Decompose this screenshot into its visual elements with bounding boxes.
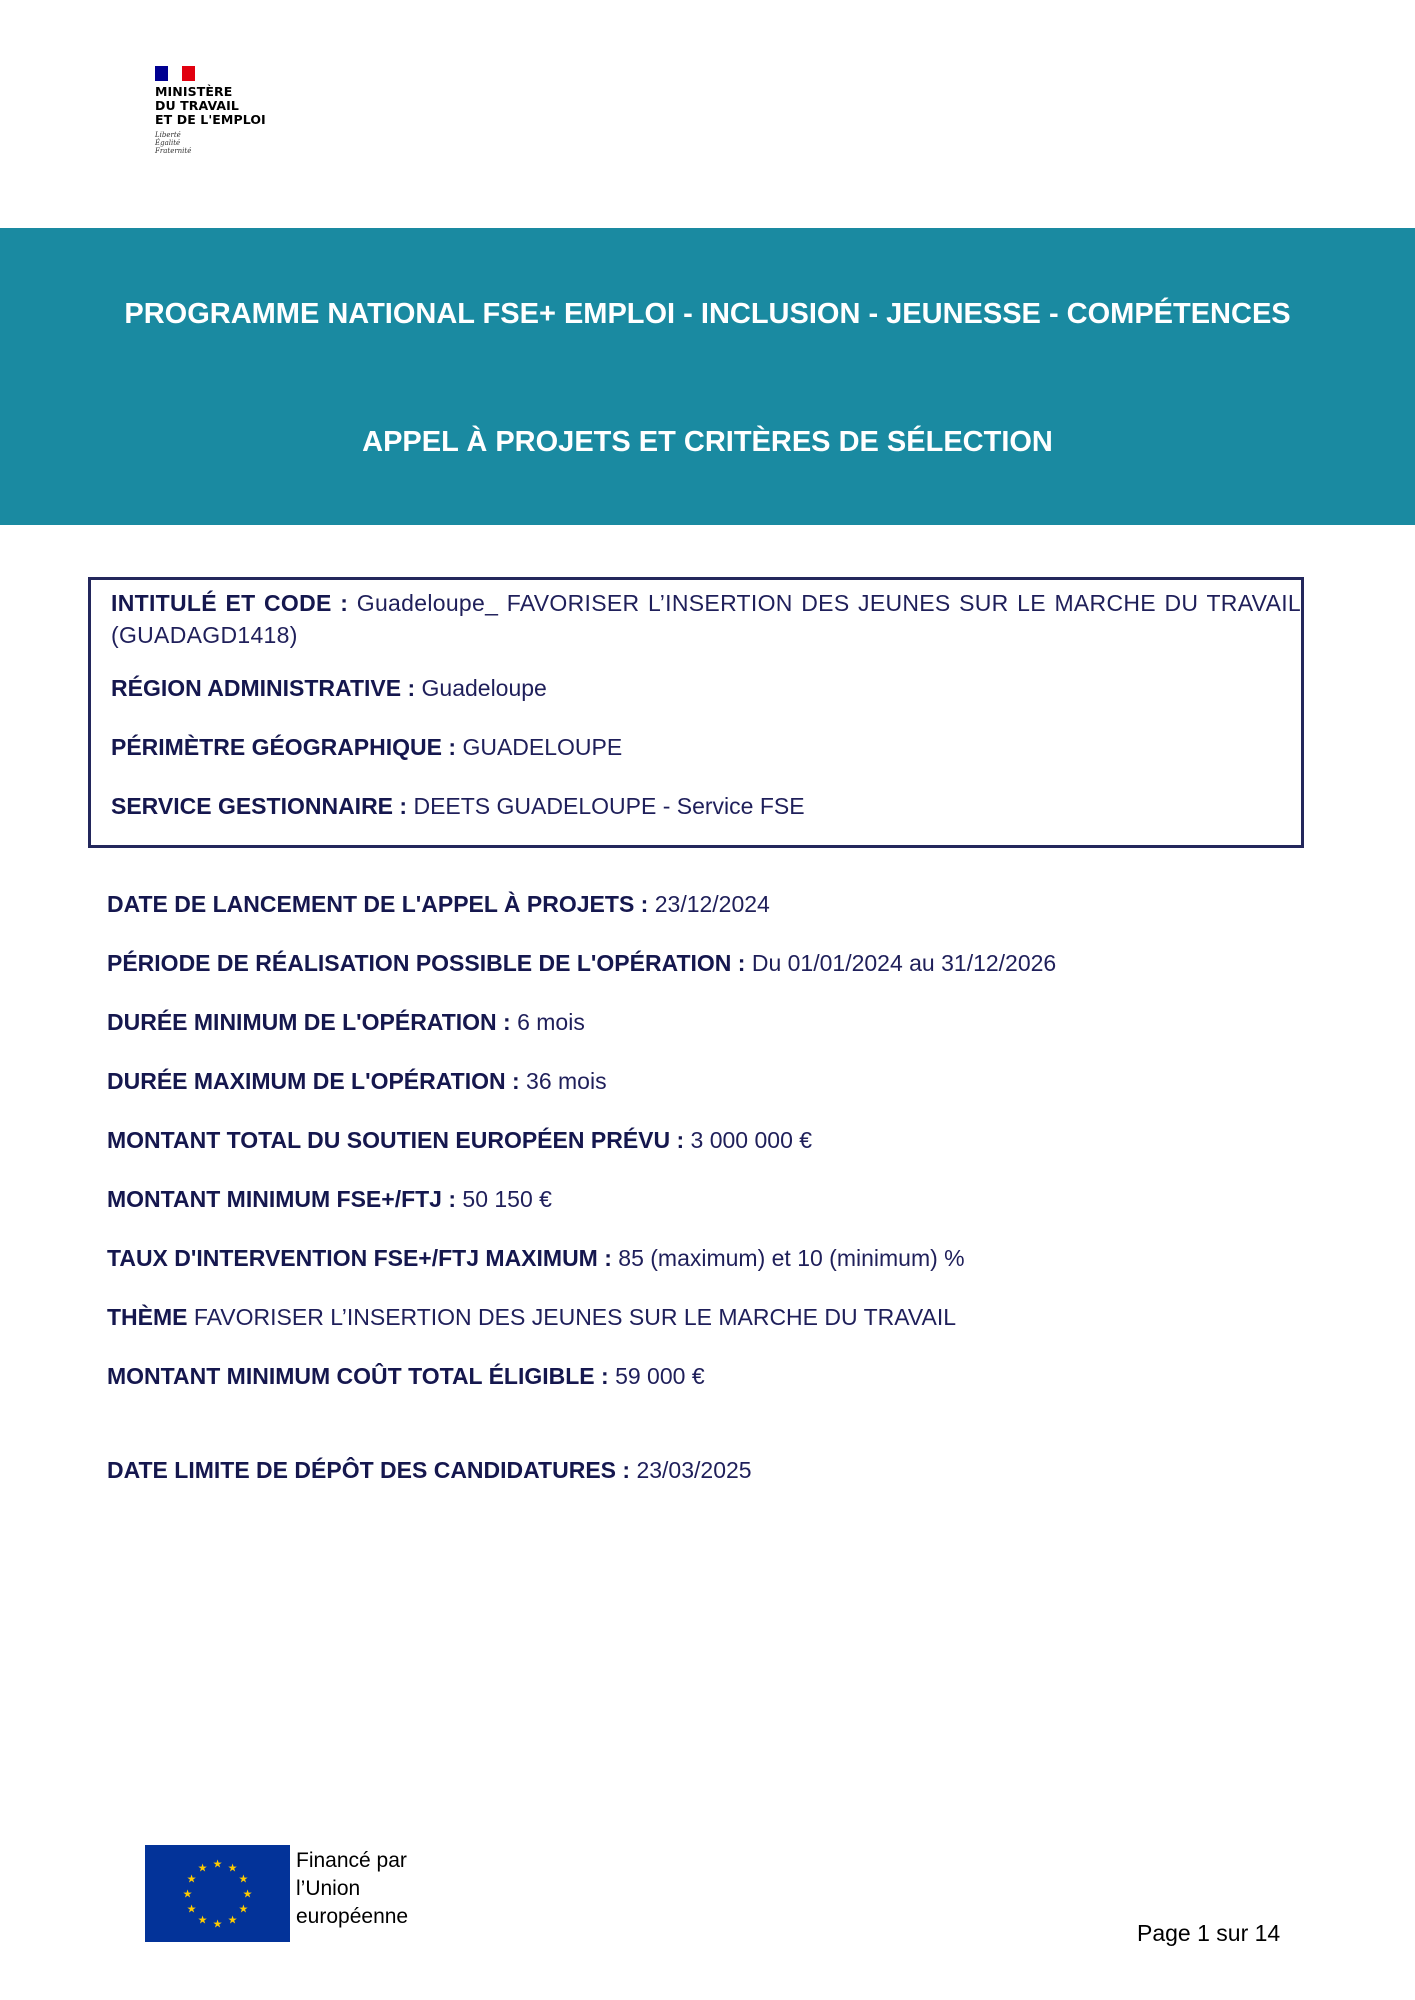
- montant-total-row: MONTANT TOTAL DU SOUTIEN EUROPÉEN PRÉVU : 3 000 000 €: [107, 1127, 813, 1153]
- eu-star-icon: ★: [186, 1903, 197, 1916]
- eu-star-icon: ★: [238, 1873, 249, 1886]
- logo-motto: Liberté Égalité Fraternité: [155, 131, 192, 155]
- theme-row: THÈME FAVORISER L’INSERTION DES JEUNES SUR LE MARCHE DU TRAVAIL: [107, 1304, 957, 1330]
- french-flag-icon: [155, 66, 195, 81]
- eu-star-icon: ★: [238, 1903, 249, 1916]
- logo-line-1: MINISTÈRE: [155, 84, 233, 99]
- eu-star-icon: ★: [197, 1862, 208, 1875]
- document-subtitle: APPEL À PROJETS ET CRITÈRES DE SÉLECTION: [362, 426, 1053, 458]
- duree-min-row: DURÉE MINIMUM DE L'OPÉRATION : 6 mois: [107, 1009, 585, 1035]
- lancement-row: DATE DE LANCEMENT DE L'APPEL À PROJETS : 23/12/2024: [107, 891, 770, 917]
- eu-star-icon: ★: [227, 1862, 238, 1875]
- program-title: PROGRAMME NATIONAL FSE+ EMPLOI - INCLUSION - JEUNESSE - COMPÉTENCES: [124, 298, 1291, 330]
- logo-line-2: DU TRAVAIL: [155, 98, 239, 113]
- taux-row: TAUX D'INTERVENTION FSE+/FTJ MAXIMUM : 85 (maximum) et 10 (minimum) %: [107, 1245, 965, 1271]
- eu-star-icon: ★: [197, 1914, 208, 1927]
- region-row: RÉGION ADMINISTRATIVE : Guadeloupe: [111, 675, 547, 701]
- eu-star-icon: ★: [186, 1873, 197, 1886]
- intitule-row: INTITULÉ ET CODE : Guadeloupe_ FAVORISER L’INSERTION DES JEUNES SUR LE MARCHE DU TRAVAIL (GUADAGD1418): [111, 590, 1301, 648]
- eu-star-icon: ★: [212, 1858, 223, 1871]
- eu-star-icon: ★: [227, 1914, 238, 1927]
- ministry-logo: [155, 66, 315, 155]
- eu-flag-icon: [145, 1845, 290, 1942]
- date-limite-row: DATE LIMITE DE DÉPÔT DES CANDIDATURES : 23/03/2025: [107, 1457, 752, 1483]
- duree-max-row: DURÉE MAXIMUM DE L'OPÉRATION : 36 mois: [107, 1068, 607, 1094]
- page-number: Page 1 sur 14: [1137, 1920, 1281, 1946]
- eu-star-icon: ★: [242, 1888, 253, 1901]
- montant-min-row: MONTANT MINIMUM FSE+/FTJ : 50 150 €: [107, 1186, 552, 1212]
- perimetre-row: PÉRIMÈTRE GÉOGRAPHIQUE : GUADELOUPE: [111, 734, 623, 760]
- title-banner: [0, 228, 1415, 525]
- cout-row: MONTANT MINIMUM COÛT TOTAL ÉLIGIBLE : 59 000 €: [107, 1363, 705, 1389]
- eu-funding-text: Financé par l’Union européenne: [296, 1849, 409, 1928]
- periode-row: PÉRIODE DE RÉALISATION POSSIBLE DE L'OPÉRATION : Du 01/01/2024 au 31/12/2026: [107, 950, 1057, 976]
- eu-star-icon: ★: [212, 1918, 223, 1931]
- service-row: SERVICE GESTIONNAIRE : DEETS GUADELOUPE - Service FSE: [111, 793, 805, 819]
- identification-box: [88, 577, 1304, 848]
- logo-line-3: ET DE L'EMPLOI: [155, 112, 266, 127]
- eu-star-icon: ★: [182, 1888, 193, 1901]
